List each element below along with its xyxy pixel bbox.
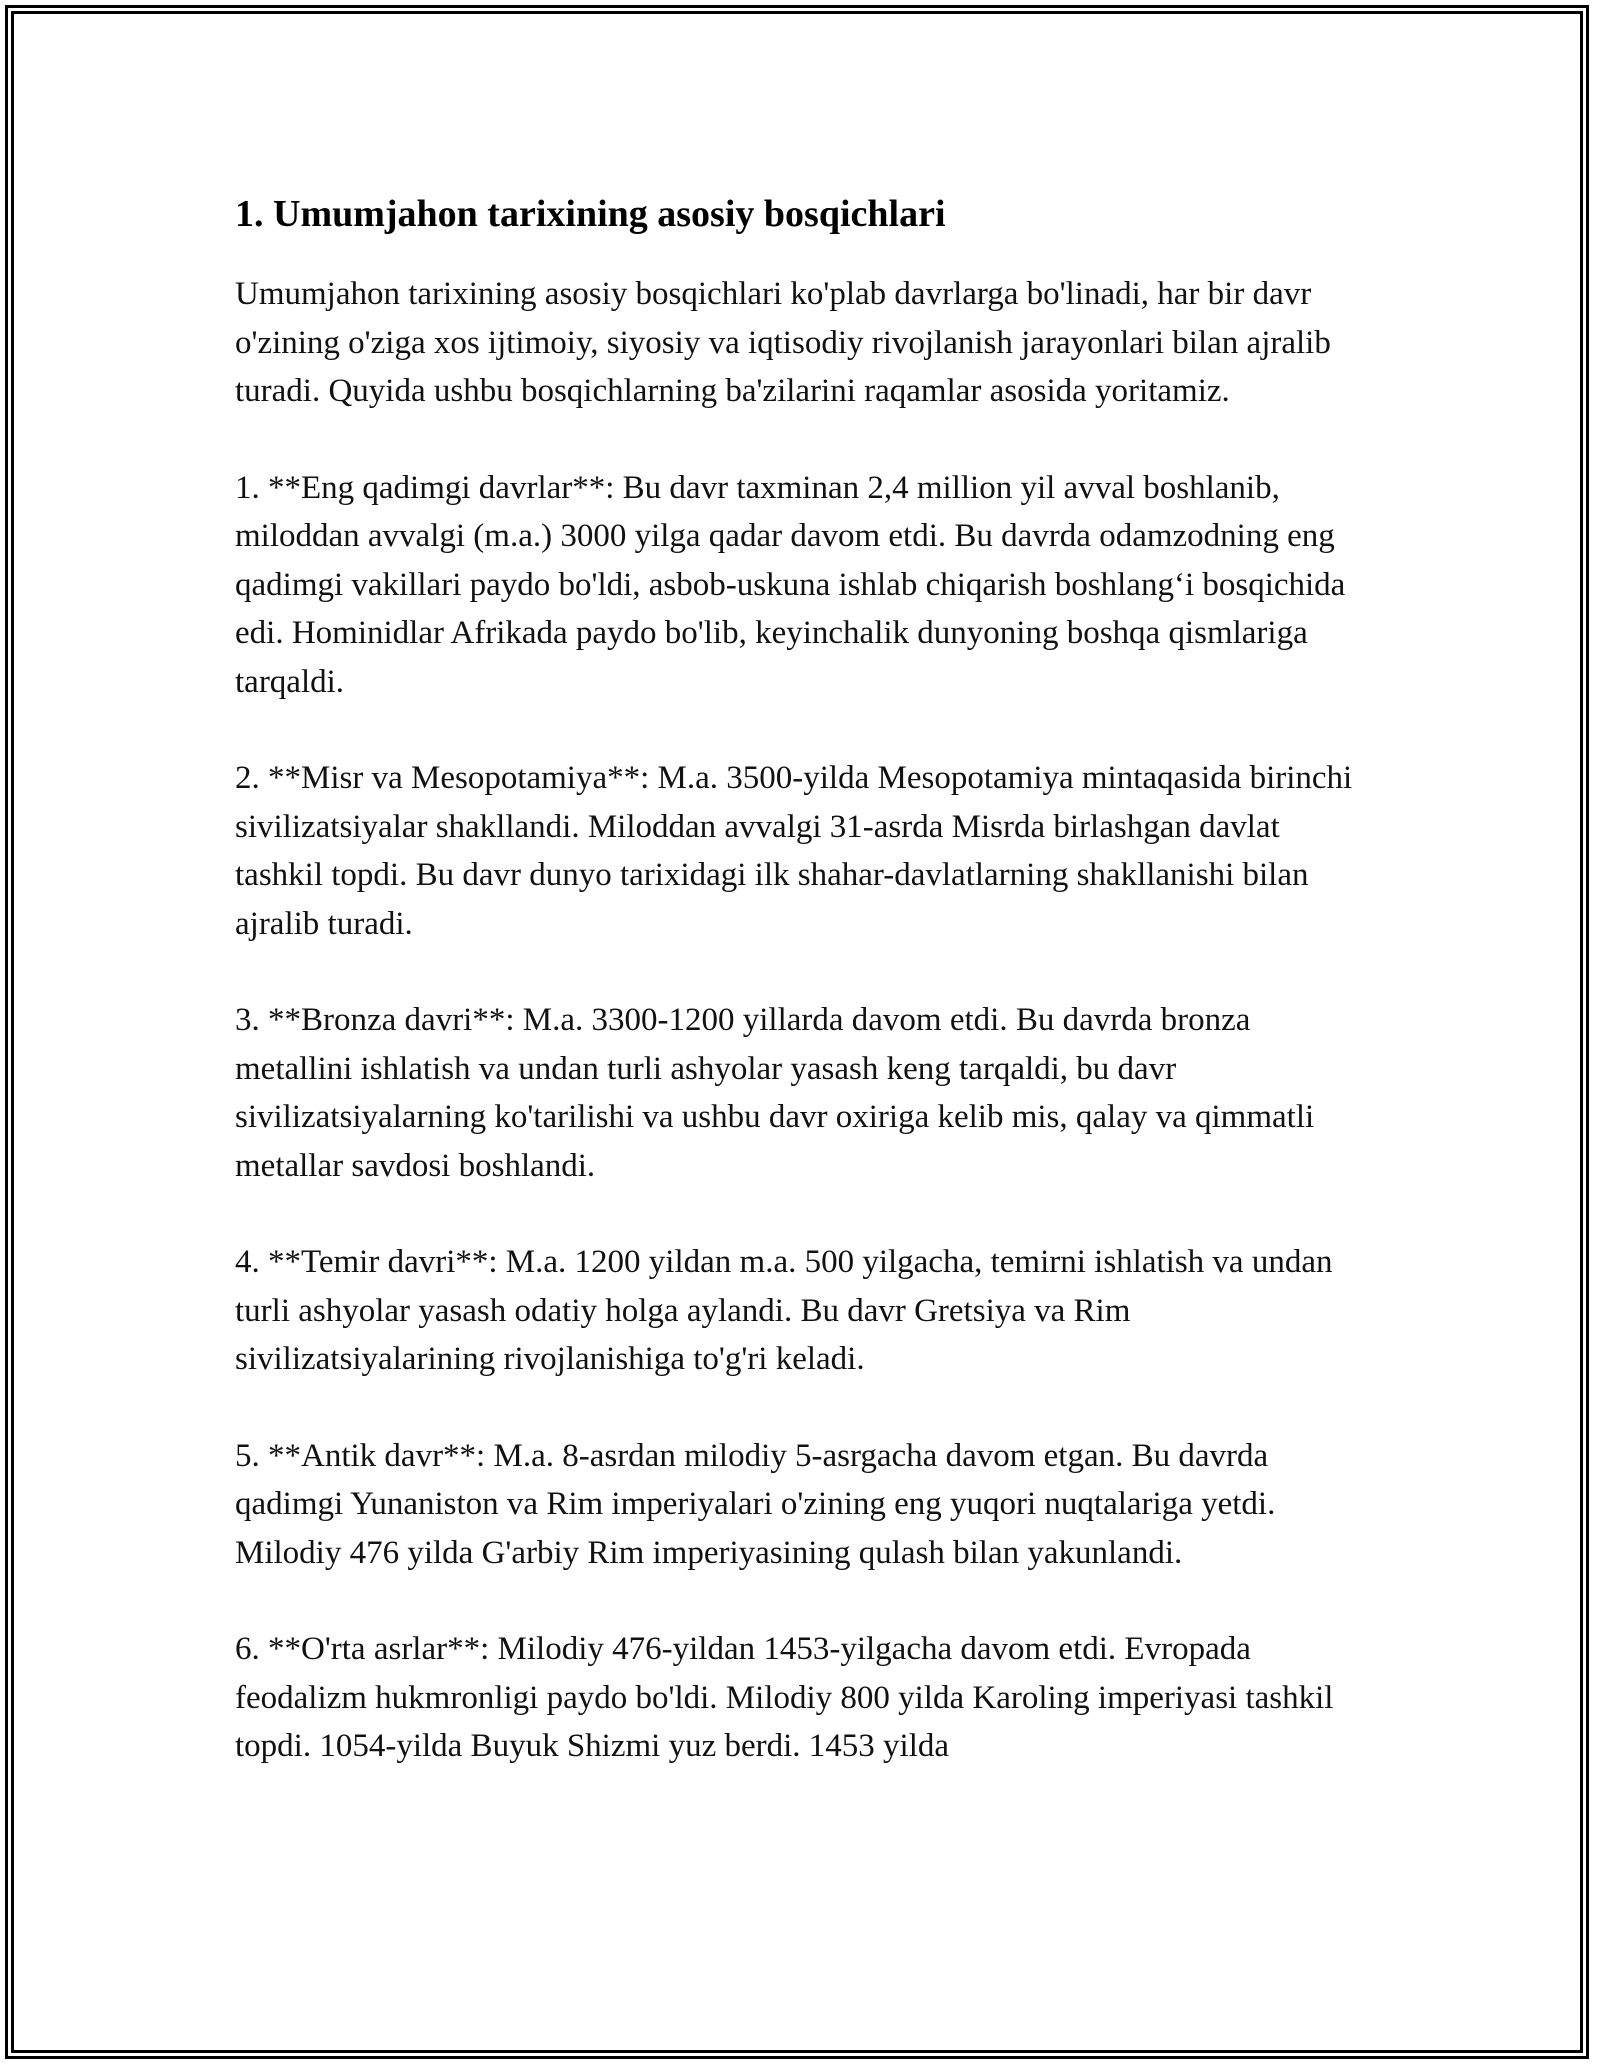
- document-body: [235, 188, 1370, 1819]
- document-title: 1. Umumjahon tarixining asosiy bosqichlari: [235, 193, 946, 235]
- intro-paragraph: Umumjahon tarixining asosiy bosqichlari ko'plab davrlarga bo'linadi, har bir davr o'zining o'ziga xos ijtimoiy, siyosiy va iqtisodiy rivojlanish jarayonlari bilan ajralib turadi. Quyida ushbu bosqichlarning ba'zilarini raqamlar asosida yoritamiz.: [235, 276, 1331, 409]
- section-paragraph-oldest-periods: 1. **Eng qadimgi davrlar**: Bu davr taxminan 2,4 million yil avval boshlanib, miloddan avvalgi (m.a.) 3000 yilga qadar davom etdi. Bu davrda odamzodning eng qadimgi vakillari paydo bo'ldi, asbob-uskuna ishlab chiqarish boshlang‘i bosqichida edi. Hominidlar Afrikada paydo bo'lib, keyinchalik dunyoning boshqa qismlariga tarqaldi.: [235, 469, 1346, 700]
- section-paragraph-iron-age: 4. **Temir davri**: M.a. 1200 yildan m.a. 500 yilgacha, temirni ishlatish va undan turli ashyolar yasash odatiy holga aylandi. Bu davr Gretsiya va Rim sivilizatsiyalarining rivojlanishiga to'g'ri keladi.: [235, 1244, 1333, 1377]
- section-paragraph-antiquity: 5. **Antik davr**: M.a. 8-asrdan milodiy 5-asrgacha davom etgan. Bu davrda qadimgi Yunaniston va Rim imperiyalari o'zining eng yuqori nuqtalariga yetdi. Milodiy 476 yilda G'arbiy Rim imperiyasining qulash bilan yakunlandi.: [235, 1437, 1276, 1571]
- section-paragraph-bronze-age: 3. **Bronza davri**: M.a. 3300-1200 yillarda davom etdi. Bu davrda bronza metallini ishlatish va undan turli ashyolar yasash keng tarqaldi, bu davr sivilizatsiyalarning ko'tarilishi va ushbu davr oxiriga kelib mis, qalay va qimmatli metallar savdosi boshlandi.: [235, 1002, 1315, 1184]
- section-paragraph-middle-ages: 6. **O'rta asrlar**: Milodiy 476-yildan 1453-yilgacha davom etdi. Evropada feodalizm hukmronligi paydo bo'ldi. Milodiy 800 yilda Karoling imperiyasi tashkil topdi. 1054-yilda Buyuk Shizmi yuz berdi. 1453 yilda: [235, 1631, 1334, 1764]
- section-paragraph-egypt-mesopotamia: 2. **Misr va Mesopotamiya**: M.a. 3500-yilda Mesopotamiya mintaqasida birinchi sivilizatsiyalar shakllandi. Miloddan avvalgi 31-asrda Misrda birlashgan davlat tashkil topdi. Bu davr dunyo tarixidagi ilk shahar-davlatlarning shakllanishi bilan ajralib turadi.: [235, 760, 1353, 942]
